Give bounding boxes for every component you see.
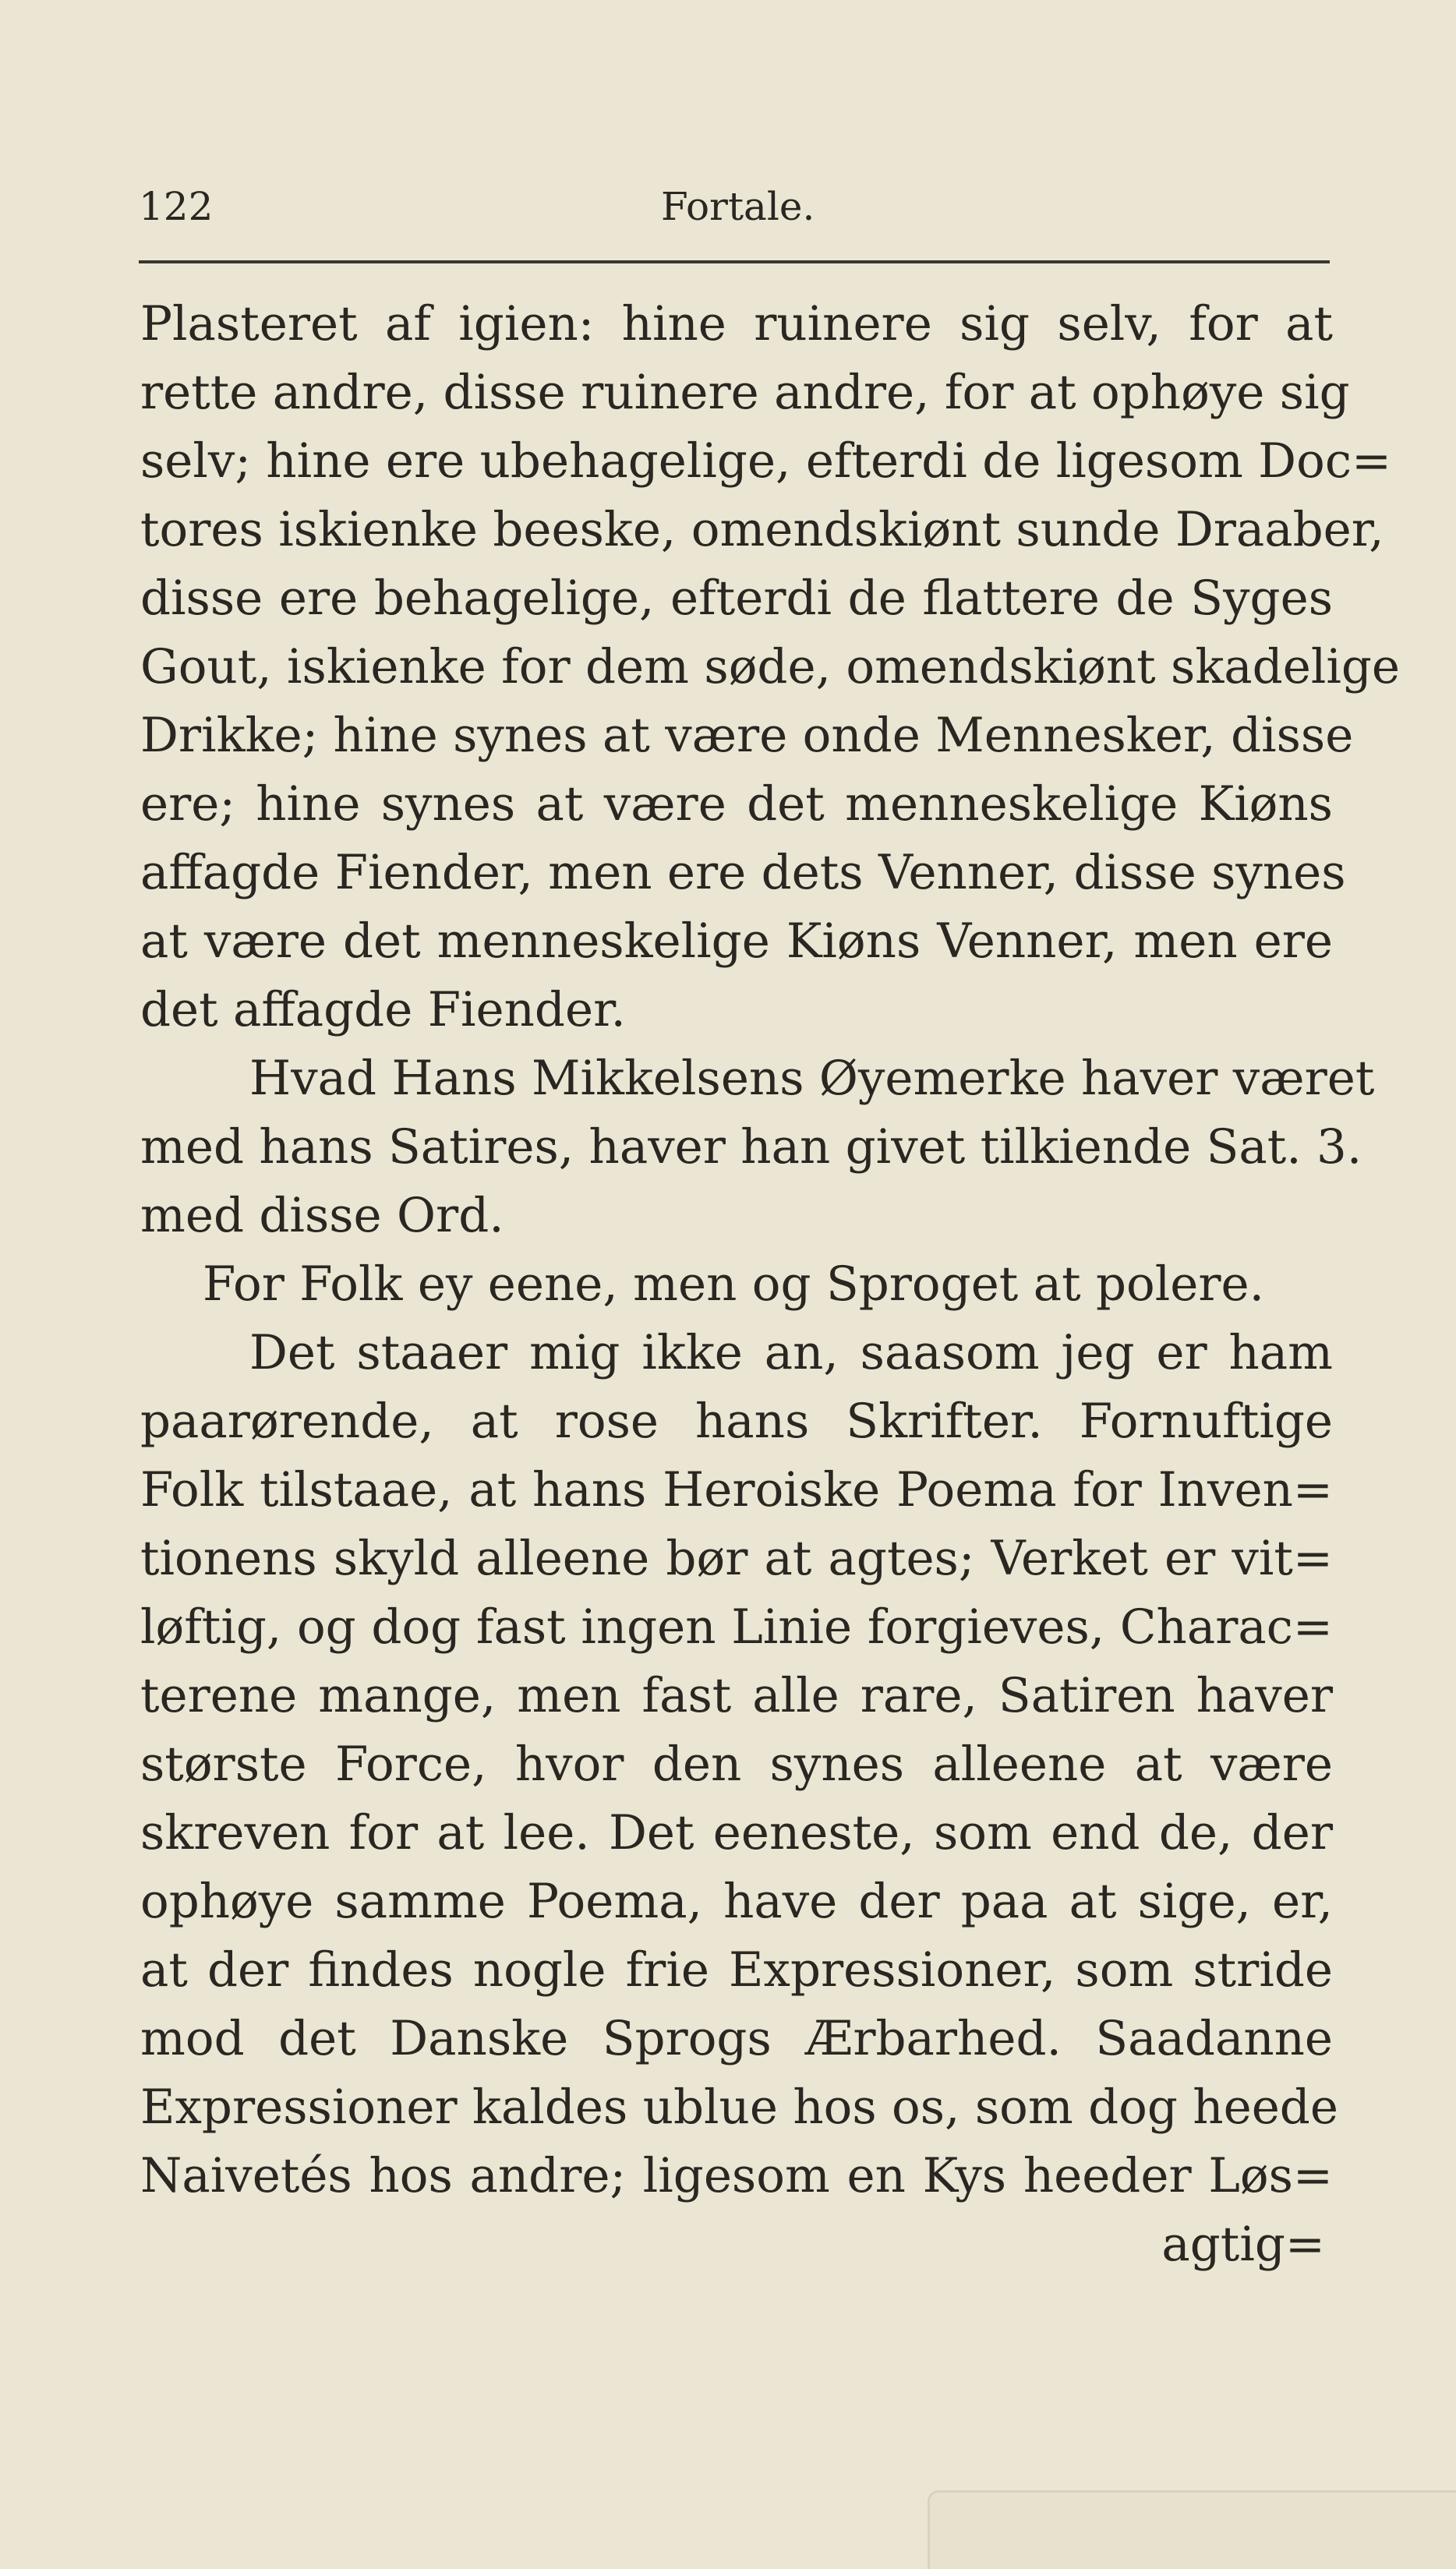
text-line: Expressioner kaldes ublue hos os, som dog heede: [140, 2080, 1338, 2135]
paragraph-start-line: Det staaer mig ikke an, saasom jeg er ham: [249, 1325, 1333, 1380]
header-rule: [139, 260, 1330, 263]
paragraph-end-line: det affagde Fiender.: [140, 982, 626, 1037]
text-line: Gout, iskienke for dem søde, omendskiønt skadelige: [140, 639, 1400, 694]
body-text: [140, 290, 1400, 2279]
text-line: med hans Satires, haver han givet tilkiende Sat. 3.: [140, 1119, 1362, 1175]
text-line: Drikke; hine synes at være onde Mennesker, disse: [140, 708, 1354, 763]
text-line: paarørende, at rose hans Skrifter. Fornuftige: [140, 1394, 1333, 1449]
text-line: terene mange, men fast alle rare, Satiren haver: [140, 1668, 1333, 1723]
text-line: skreven for at lee. Det eeneste, som end de, der: [140, 1805, 1333, 1860]
text-line: ere; hine synes at være det menneskelige Kiøns: [140, 776, 1333, 832]
text-line: tionens skyld alleene bør at agtes; Verket er vit=: [140, 1531, 1333, 1586]
text-line: mod det Danske Sprogs Ærbarhed. Saadanne: [140, 2011, 1333, 2066]
paragraph-start-line: Hvad Hans Mikkelsens Øyemerke haver været: [249, 1051, 1375, 1106]
running-head: [139, 179, 1331, 234]
paragraph-end-line: med disse Ord.: [140, 1188, 504, 1243]
text-line: Folk tilstaae, at hans Heroiske Poema for Inven=: [140, 1462, 1333, 1518]
page-number: 122: [139, 184, 214, 229]
text-line: Plasteret af igien: hine ruinere sig selv, for at: [140, 296, 1333, 352]
text-line: at der findes nogle frie Expressioner, som stride: [140, 1942, 1333, 1998]
text-line: affagde Fiender, men ere dets Venner, disse synes: [140, 845, 1346, 900]
text-line: løftig, og dog fast ingen Linie forgieves, Charac=: [140, 1599, 1333, 1655]
text-line: ophøye samme Poema, have der paa at sige, er,: [140, 1874, 1333, 1929]
page-corner-shadow: [928, 2490, 1456, 2569]
text-line: rette andre, disse ruinere andre, for at ophøye sig: [140, 365, 1350, 420]
text-line: tores iskienke beeske, omendskiønt sunde Draaber,: [140, 502, 1384, 557]
text-line: selv; hine ere ubehagelige, efterdi de ligesom Doc=: [140, 433, 1392, 489]
text-line: disse ere behagelige, efterdi de flattere de Syges: [140, 571, 1333, 626]
quoted-verse-line: For Folk ey eene, men og Sproget at polere.: [203, 1256, 1265, 1312]
catchword: agtig=: [1161, 2217, 1325, 2272]
running-title: Fortale.: [661, 184, 815, 229]
text-line: Naivetés hos andre; ligesom en Kys heeder Løs=: [140, 2148, 1333, 2203]
text-line: at være det menneskelige Kiøns Venner, men ere: [140, 913, 1333, 969]
text-line: største Force, hvor den synes alleene at være: [140, 1737, 1333, 1792]
